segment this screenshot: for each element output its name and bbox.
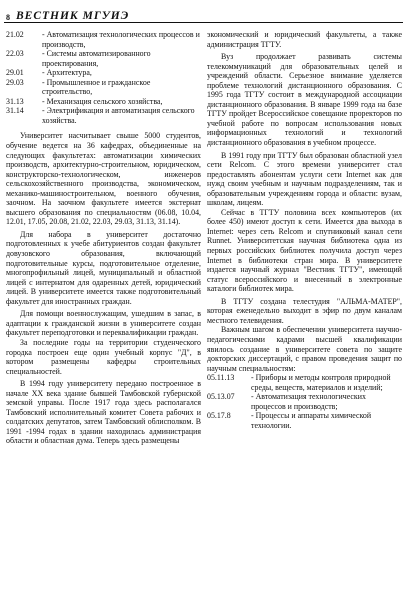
paragraph: Важным шагом в обеспечении университета научно-педагогическими кадрами высшей квалификации явилось создание в университете совета по защите докторских диссертаций, с правом проведения защит по научным специальностям:: [207, 325, 402, 373]
paragraph: Университет насчитывает свыше 5000 студентов, обучение ведется на 36 кафедрах, объединенные на следующих факультетах: автоматизации химических производств, архитектурно-строительном, юридическом, конструкторско-технологическом, инженеров сельскохозяйственного производства, экономическом, механико-машиностроительном, военного обучения, заочном. На заочном факультете имеется экстернат высшего образования по специальностям (06.08, 10.04, 12.01, 17.05, 20.08, 21.02, 22.03, 29.03, 31.13, 31.14).: [6, 131, 201, 227]
specialty-list-right: [207, 373, 402, 430]
specialty-text: - Автоматизация технологических процессов и производств;: [251, 392, 366, 411]
paragraph: Для набора в университет достаточно подготовленных к учебе абитуриентов создан факультет довузовского образования, включающий подготовительные курсы, подготовительное отделение, многопрофильный лицей, муниципальный и областной лицей с интернатом для одаренных детей, юридический лицей. В университете имеется также подготовительный факультет для иностранных граждан.: [6, 229, 201, 306]
specialty-text: - Системы автоматизированного проектирования,: [42, 49, 151, 68]
specialty-code: 05.13.07: [207, 392, 235, 402]
page-number: 8: [6, 13, 10, 22]
journal-title: ВЕСТНИК МГУИЭ: [16, 10, 130, 22]
specialty-code: 31.14: [6, 106, 24, 116]
paragraph: Для помощи военнослужащим, ушедшим в запас, в адаптации к гражданской жизни в университете создан факультет переподготовки и переквалификации граждан.: [6, 309, 201, 338]
specialty-code: 21.02: [6, 30, 24, 39]
paragraph: В 1991 году при ТГТУ был образован областной узел сети Relcom. С этого времени университет стал предоставлять абонентам услуги сети Internet как для нужд своим учебным и научным подразделениям, так и образовательным учреждениям города и области: вузам, школам, лицеям.: [207, 150, 402, 208]
specialty-text: - Электрификация и автоматизация сельского хозяйства.: [42, 106, 195, 125]
specialty-text: - Приборы и методы контроля природной среды, веществ, материалов и изделий;: [251, 373, 391, 392]
paragraph: экономический и юридический факультеты, а также администрация ТГТУ.: [207, 30, 402, 49]
specialty-code: 29.01: [6, 68, 24, 78]
specialty-text: - Механизация сельского хозяйства,: [42, 96, 163, 106]
specialty-text: - Автоматизация технологических процессов и производств,: [42, 30, 200, 49]
paragraph: Вуз продолжает развивать системы телекоммуникаций для образовательных целей и учреждений области. Серьезное внимание уделяется проблеме технологий дистанционного образования. С 1995 года ТГТУ состоит в международной ассоциации дистанционного образования. В январе 1999 года на базе ТГТУ пройдет Всероссийское совещание проректоров по учебной работе по вопросам использования новых информационных технологий и технологий дистанционного образования в учебном процессе.: [207, 52, 402, 148]
paragraph: В 1994 году университету передано построенное в начале XX века здание бывшей Тамбовской губернской земской управы. После 1917 года здесь располагался Тамбовский исполнительный комитет Совета рабочих и солдатских депутатов, затем Тамбовский облисполком. В 1991 -1994 годах в здании находилась администрация области и областная дума. Теперь здесь размещены: [6, 379, 201, 446]
specialty-list-left: [6, 30, 201, 125]
specialty-text: - Архитектура,: [42, 68, 92, 78]
specialty-code: 05.11.13: [207, 373, 235, 383]
paragraph: Сейчас в ТГТУ половина всех компьютеров (их более 450) имеют доступ к сети. Имеется два выхода в Internet: через сеть Relcom и спутниковый канал сети Runnet. Университетская научная библиотека одна из первых российских библиотек получила доступ через Internet в библиотеки стран мира. В университете издается научный журнал "Вестник ТГТУ", имеющий статус всероссийского и внесенный в электронные каталоги библиотек мира.: [207, 207, 402, 294]
specialty-code: 29.03: [6, 77, 24, 87]
right-column: [207, 30, 402, 430]
specialty-code: 22.03: [6, 49, 24, 59]
paragraph: За последние годы на территории студенческого городка построен еще один учебный корпус "Д", в котором размещены кафедры строительных специальностей.: [6, 337, 201, 376]
header-rule: [4, 22, 403, 23]
specialty-code: 05.17.8: [207, 411, 231, 421]
page-header: [6, 4, 401, 22]
specialty-code: 31.13: [6, 96, 24, 106]
specialty-text: - Процессы и аппараты химической технологии.: [251, 411, 372, 430]
left-column: [6, 30, 201, 446]
specialty-text: - Промышленное и гражданское строительство,: [42, 77, 151, 97]
paragraph: В ТГТУ создана телестудия "АЛЬМА-МАТЕР", которая еженедельно выходит в эфир по двум каналам местного телевидения.: [207, 296, 402, 325]
